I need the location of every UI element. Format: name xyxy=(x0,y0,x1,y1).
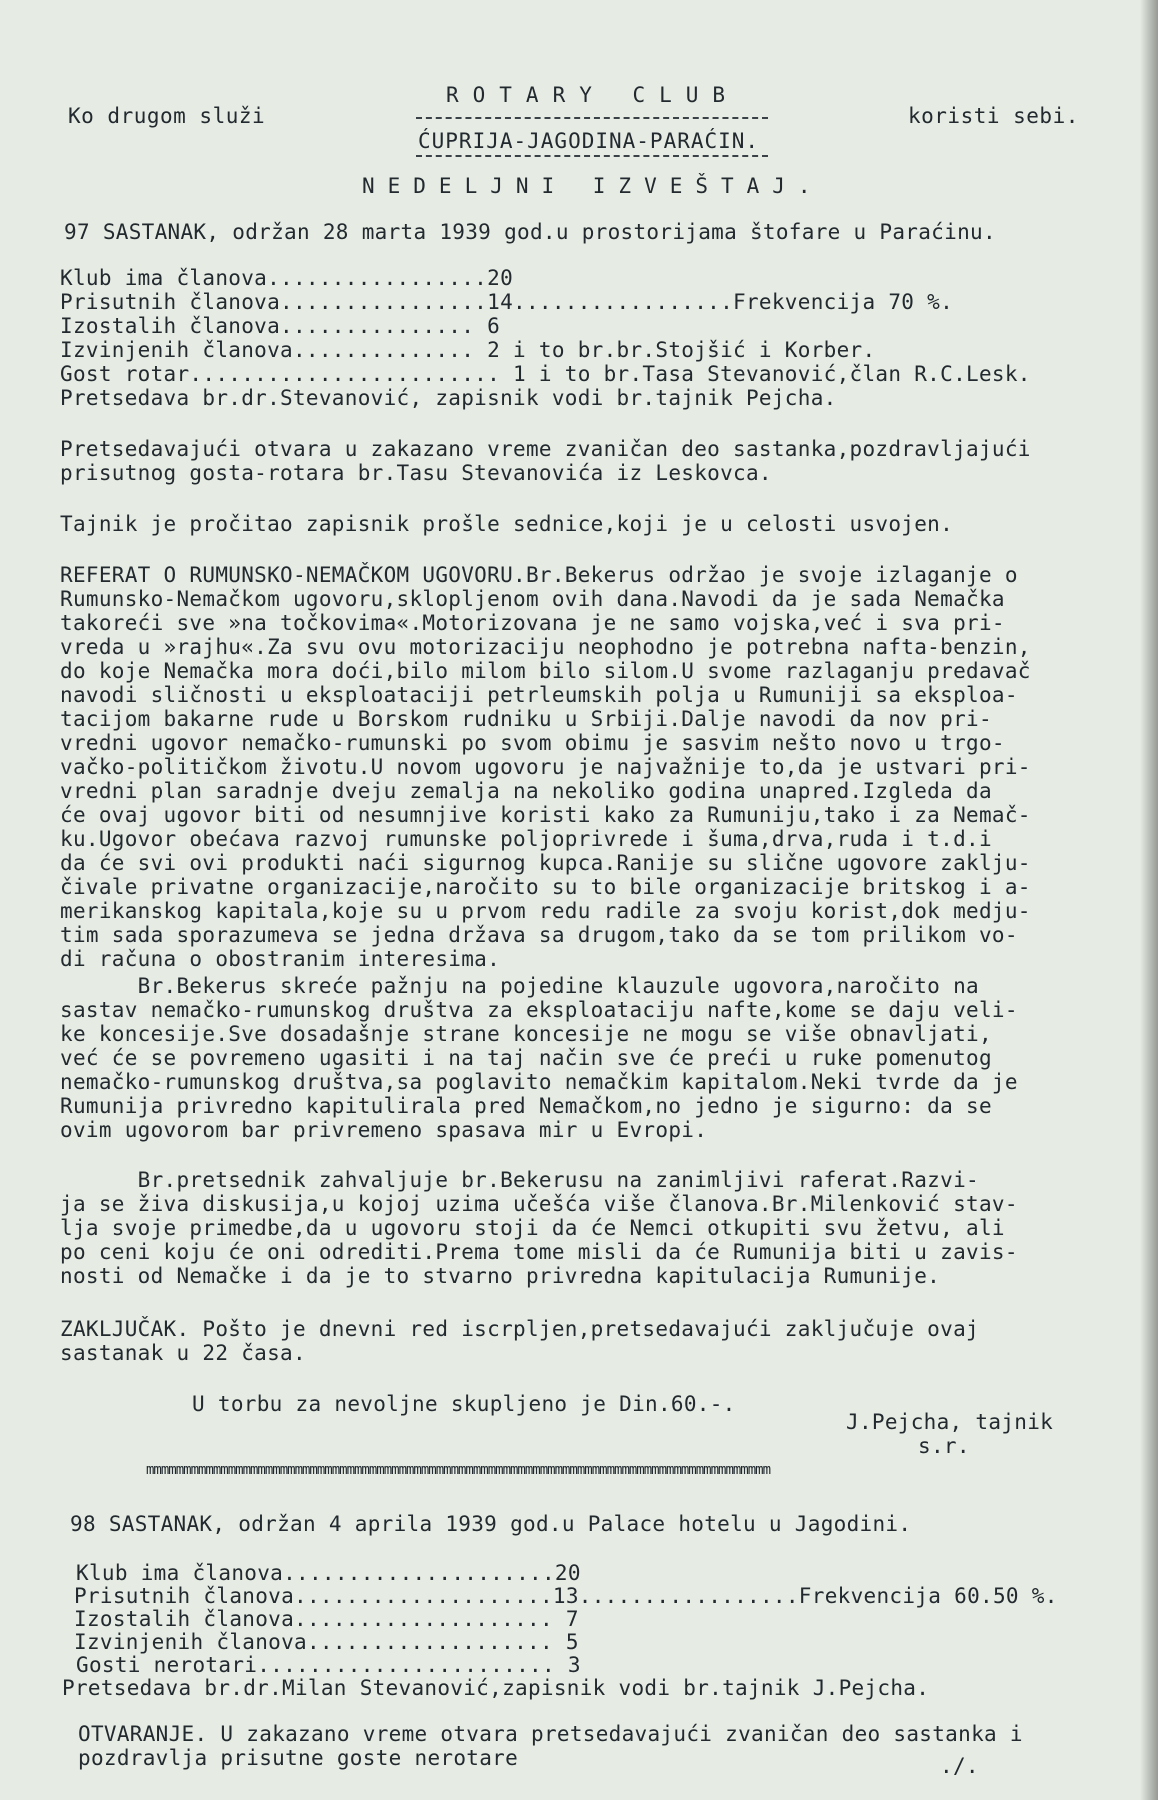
text-line: di računa o obostranim interesima. xyxy=(60,947,501,971)
text-line: sastav nemačko-rumunskog društva za eksploataciju nafte,kome se daju veli- xyxy=(60,998,1018,1022)
text-line: vredni plan saradnje dveju zemalja na nekoliko godina unapred.Izgleda da xyxy=(60,779,992,803)
text-line: ku.Ugovor obećava razvoj rumunske poljoprivrede i šuma,drva,ruda i t.d.i xyxy=(60,827,992,851)
text-line: takoreći sve »na točkovima«.Motorizovana je ne samo vojska,već i sva pri- xyxy=(60,611,1005,635)
stat-line: Prisutnih članova................14.................Frekvencija 70 %. xyxy=(60,290,954,314)
text-line: vreda u »rajhu«.Za svu ovu motorizaciju neophodno je potrebna nafta-benzin, xyxy=(60,635,1031,659)
text-line: će ovaj ugovor biti od nesumnjive koristi kako za Rumuniju,tako i za Nemač- xyxy=(60,803,1031,827)
text-line: ovim ugovorom bar privremeno spasava mir u Evropi. xyxy=(60,1118,708,1142)
club-name: ROTARY CLUB xyxy=(446,83,740,107)
text-line: Br.pretsednik zahvaljuje br.Bekerusu na zanimljivi raferat.Razvi- xyxy=(60,1168,979,1192)
text-line: ke koncesije.Sve dosadašnje strane koncesije ne mogu se više obnavljati, xyxy=(60,1022,992,1046)
stat-line: Izostalih članova............... 6 xyxy=(60,314,501,338)
stat-line: Izvinjenih članova.............. 2 i to br.br.Stojšić i Korber. xyxy=(60,338,876,362)
text-line: Rumunija privredno kapitulirala pred Nemačkom,no jedno je sigurno: da se xyxy=(60,1094,992,1118)
text-line: vredni ugovor nemačko-rumunski po svom obimu je sasvim nešto novo u trgo- xyxy=(60,731,1005,755)
text-line: čivale privatne organizacije,naročito su to bile organizacije britskog i a- xyxy=(60,875,1031,899)
separator-rule: mmmmmmmmmmmmmmmmmmmmmmmmmmmmmmmmmmmmmmmmmmmmmmmmmmmmmmmmmmmmmmmmmmmmmmmmmmmmmmmmmmmm xyxy=(146,1462,771,1478)
stat-line: Pretsedava br.dr.Stevanović, zapisnik vodi br.tajnik Pejcha. xyxy=(60,386,837,410)
stat-line: Izvinjenih članova................... 5 xyxy=(74,1630,579,1654)
text-line: nemačko-rumunskog društva,sa poglavito nemačkim kapitalom.Neki tvrde da je xyxy=(60,1070,1018,1094)
collection-note: U torbu za nevoljne skupljeno je Din.60.-. xyxy=(192,1392,736,1416)
text-line: sastanak u 22 časa. xyxy=(60,1341,306,1365)
page-edge-shadow xyxy=(1140,0,1158,1800)
text-line: ZAKLJUČAK. Pošto je dnevni red iscrpljen,pretsedavajući zaključuje ovaj xyxy=(60,1317,979,1341)
text-line: tim sada sporazumeva se jedna država sa drugom,tako da se tom prilikom vo- xyxy=(60,923,1018,947)
text-line: Rumunsko-Nemačkom ugovoru,sklopljenom ovih dana.Navodi da je sada Nemačka xyxy=(60,587,1005,611)
text-line: Pretsedavajući otvara u zakazano vreme zvaničan deo sastanka,pozdravljajući xyxy=(60,437,1031,461)
motto-right: koristi sebi. xyxy=(908,104,1079,128)
text-line: već će se povremeno ugasiti i na taj način sve će preći u ruke pomenutog xyxy=(60,1046,992,1070)
text-line: prisutnog gosta-rotara br.Tasu Stevanovića iz Leskovca. xyxy=(60,461,772,485)
text-line: pozdravlja prisutne goste nerotare xyxy=(78,1746,519,1770)
text-line: OTVARANJE. U zakazano vreme otvara pretsedavajući zvaničan deo sastanka i xyxy=(78,1722,1023,1746)
stat-line: Gost rotar........................ 1 i to br.Tasa Stevanović,član R.C.Lesk. xyxy=(60,362,1031,386)
stat-line: Klub ima članova.....................20 xyxy=(76,1561,581,1585)
club-location: ĆUPRIJA-JAGODINA-PARAĆIN. xyxy=(418,129,760,153)
text-line: navodi sličnosti u eksploataciji petrleumskih polja u Rumuniji sa eksploa- xyxy=(60,683,1018,707)
club-location-underline xyxy=(416,155,768,157)
meeting-97-heading: 97 SASTANAK, održan 28 marta 1939 god.u prostorijama štofare u Paraćinu. xyxy=(64,220,996,244)
text-line: REFERAT O RUMUNSKO-NEMAČKOM UGOVORU.Br.Bekerus održao je svoje izlaganje o xyxy=(60,563,1018,587)
signature-name: J.Pejcha, tajnik xyxy=(846,1410,1054,1434)
text-line: merikanskog kapitala,koje su u prvom redu radile za svoju korist,dok medju- xyxy=(60,899,1031,923)
report-title: NEDELJNI IZVEŠTAJ. xyxy=(362,174,824,198)
club-name-underline xyxy=(416,117,768,119)
meeting-97-minutes: Tajnik je pročitao zapisnik prošle sednice,koji je u celosti usvojen. xyxy=(60,512,954,536)
stat-line: Izostalih članova.................... 7 xyxy=(74,1607,579,1631)
motto-left: Ko drugom služi xyxy=(68,104,266,128)
stat-line: Klub ima članova.................20 xyxy=(60,266,514,290)
stat-line: Prisutnih članova....................13.................Frekvencija 60.50 %. xyxy=(74,1584,1058,1608)
meeting-98-heading: 98 SASTANAK, održan 4 aprila 1939 god.u Palace hotelu u Jagodini. xyxy=(70,1512,912,1536)
signature-sr: s.r. xyxy=(918,1434,970,1458)
text-line: ja se živa diskusija,u kojoj uzima učešća više članova.Br.Milenković stav- xyxy=(60,1192,1018,1216)
text-line: tacijom bakarne rude u Borskom rudniku u Srbiji.Dalje navodi da nov pri- xyxy=(60,707,992,731)
page-continuation-mark: ./. xyxy=(940,1754,979,1778)
text-line: lja svoje primedbe,da u ugovoru stoji da će Nemci otkupiti svu žetvu, ali xyxy=(60,1216,1005,1240)
text-line: nosti od Nemačke i da je to stvarno privredna kapitulacija Rumunije. xyxy=(60,1264,941,1288)
text-line: da će svi ovi produkti naći sigurnog kupca.Ranije su slične ugovore zaklju- xyxy=(60,851,1031,875)
meeting-98-chair: Pretsedava br.dr.Milan Stevanović,zapisnik vodi br.tajnik J.Pejcha. xyxy=(62,1676,930,1700)
text-line: Br.Bekerus skreće pažnju na pojedine klauzule ugovora,naročito na xyxy=(60,974,979,998)
text-line: po ceni koju će oni odrediti.Prema tome misli da će Rumunija biti u zavis- xyxy=(60,1240,1018,1264)
text-line: vačko-političkom životu.U novom ugovoru je najvažnije to,da je ustvari pri- xyxy=(60,755,1031,779)
stat-line: Gosti nerotari....................... 3 xyxy=(76,1653,581,1677)
text-line: do koje Nemačka mora doći,bilo milom bilo silom.U svome razlaganju predavač xyxy=(60,659,1031,683)
